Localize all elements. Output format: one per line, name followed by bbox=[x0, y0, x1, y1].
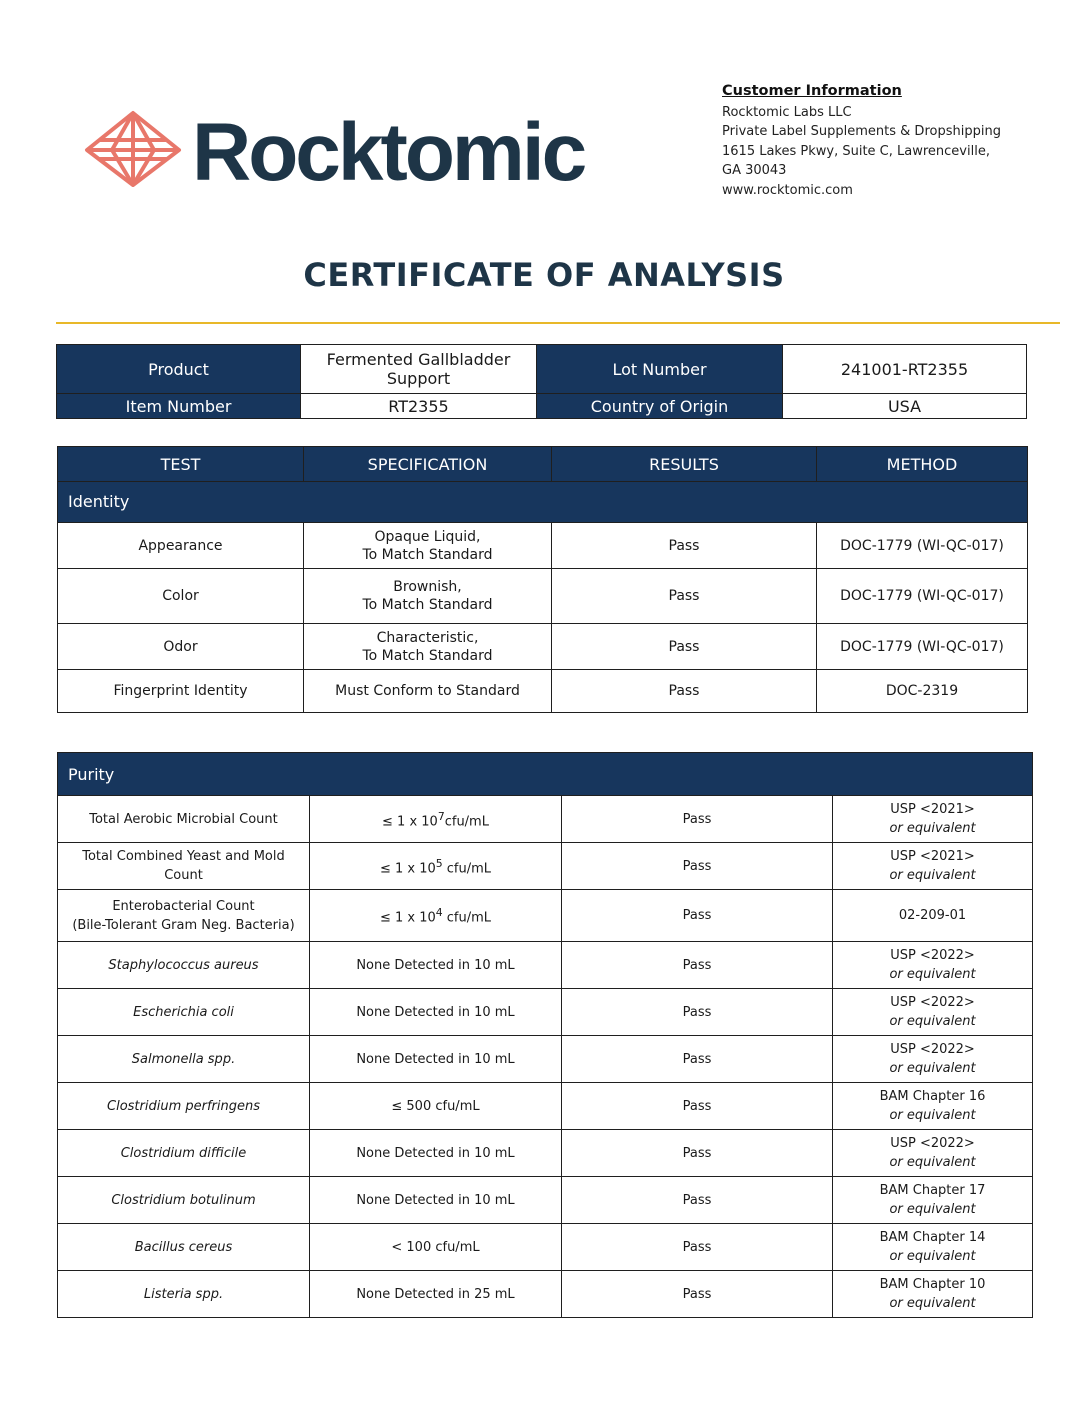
identity-section-title: Identity bbox=[58, 482, 1028, 523]
test-line2: Count bbox=[164, 868, 203, 883]
table-cell-method bbox=[833, 1271, 1033, 1318]
test-line1: Total Combined Yeast and Mold bbox=[82, 849, 285, 864]
table-cell-spec bbox=[304, 523, 552, 569]
product-value-line1: Fermented Gallbladder bbox=[326, 350, 511, 369]
table-cell-method: DOC-1779 (WI-QC-017) bbox=[817, 624, 1028, 670]
table-cell-test: Escherichia coli bbox=[58, 989, 310, 1036]
table-cell-method bbox=[833, 1083, 1033, 1130]
table-cell-result: Pass bbox=[562, 796, 833, 843]
table-cell-result: Pass bbox=[562, 1224, 833, 1271]
table-cell-test: Listeria spp. bbox=[58, 1271, 310, 1318]
spec-line2: To Match Standard bbox=[362, 647, 493, 664]
spec-line1: Brownish, bbox=[393, 579, 462, 595]
page-title: CERTIFICATE OF ANALYSIS bbox=[303, 256, 785, 294]
method-line2: or equivalent bbox=[889, 967, 976, 982]
table-cell-test bbox=[58, 843, 310, 890]
identity-table bbox=[57, 446, 1028, 713]
table-cell-test bbox=[58, 890, 310, 942]
table-cell-spec bbox=[310, 796, 562, 843]
item-number-label: Item Number bbox=[57, 394, 301, 419]
table-cell-spec: Must Conform to Standard bbox=[304, 670, 552, 713]
table-cell-method: DOC-1779 (WI-QC-017) bbox=[817, 523, 1028, 569]
spec-unit: cfu/mL bbox=[444, 814, 489, 830]
method-line2: or equivalent bbox=[889, 868, 976, 883]
table-cell-spec bbox=[310, 890, 562, 942]
customer-address-line2: GA 30043 bbox=[722, 163, 787, 179]
table-cell-result: Pass bbox=[562, 942, 833, 989]
header-specification: SPECIFICATION bbox=[304, 447, 552, 482]
table-cell-result: Pass bbox=[562, 890, 833, 942]
customer-info-heading: Customer Information bbox=[722, 83, 902, 99]
table-cell-spec: None Detected in 10 mL bbox=[310, 1130, 562, 1177]
table-cell-test: Salmonella spp. bbox=[58, 1036, 310, 1083]
title-divider bbox=[56, 322, 1060, 324]
table-cell-result: Pass bbox=[562, 1083, 833, 1130]
table-cell-result: Pass bbox=[552, 670, 817, 713]
table-cell-test: Appearance bbox=[58, 523, 304, 569]
header-results: RESULTS bbox=[552, 447, 817, 482]
spec-unit: cfu/mL bbox=[442, 861, 492, 877]
header-method: METHOD bbox=[817, 447, 1028, 482]
customer-tagline: Private Label Supplements & Dropshipping bbox=[722, 124, 1001, 140]
spec-line2: To Match Standard bbox=[362, 597, 493, 613]
table-cell-method bbox=[833, 989, 1033, 1036]
spec-unit: cfu/mL bbox=[442, 910, 492, 926]
table-cell-test: Odor bbox=[58, 624, 304, 670]
table-cell-method bbox=[833, 1130, 1033, 1177]
method-line1: USP <2022> bbox=[890, 1042, 975, 1057]
table-cell-result: Pass bbox=[562, 1177, 833, 1224]
method-line1: USP <2022> bbox=[890, 1136, 975, 1151]
table-cell-method bbox=[833, 1177, 1033, 1224]
method-line1: USP <2021> bbox=[890, 849, 975, 864]
method-line1: BAM Chapter 16 bbox=[879, 1089, 986, 1104]
country-origin-label: Country of Origin bbox=[537, 394, 783, 419]
method-line2: or equivalent bbox=[889, 821, 976, 836]
method-line2: or equivalent bbox=[889, 1249, 976, 1264]
method-line2: or equivalent bbox=[889, 1296, 976, 1311]
method-line2: or equivalent bbox=[889, 1014, 976, 1029]
item-number-value: RT2355 bbox=[301, 394, 537, 419]
test-line1: Enterobacterial Count bbox=[112, 898, 255, 914]
table-cell-test: Fingerprint Identity bbox=[58, 670, 304, 713]
spec-prefix: ≤ 1 x 10 bbox=[382, 814, 438, 830]
table-cell-test: Staphylococcus aureus bbox=[58, 942, 310, 989]
spec-prefix: ≤ 1 x 10 bbox=[379, 910, 436, 926]
table-cell-method bbox=[833, 796, 1033, 843]
table-cell-test: Clostridium botulinum bbox=[58, 1177, 310, 1224]
spec-line2: To Match Standard bbox=[362, 546, 493, 563]
table-cell-test: Bacillus cereus bbox=[58, 1224, 310, 1271]
purity-table bbox=[57, 752, 1033, 1318]
method-line1: USP <2022> bbox=[890, 948, 975, 963]
table-cell-spec: None Detected in 10 mL bbox=[310, 1177, 562, 1224]
spec-exponent: 7 bbox=[437, 809, 445, 823]
spec-exponent: 4 bbox=[435, 906, 443, 920]
method-line2: or equivalent bbox=[889, 1108, 976, 1123]
purity-section-title: Purity bbox=[58, 753, 1033, 796]
lot-number-value: 241001-RT2355 bbox=[783, 345, 1027, 394]
table-cell-spec: None Detected in 25 mL bbox=[310, 1271, 562, 1318]
method-line1: BAM Chapter 10 bbox=[879, 1277, 986, 1292]
table-cell-test: Clostridium difficile bbox=[58, 1130, 310, 1177]
method-line1: BAM Chapter 14 bbox=[879, 1230, 986, 1245]
customer-information bbox=[722, 82, 1001, 201]
table-cell-result: Pass bbox=[552, 523, 817, 569]
diamond-logo-icon bbox=[84, 110, 182, 188]
product-info-table bbox=[56, 344, 1027, 419]
table-cell-method: DOC-2319 bbox=[817, 670, 1028, 713]
product-label: Product bbox=[57, 345, 301, 394]
table-cell-spec: None Detected in 10 mL bbox=[310, 1036, 562, 1083]
table-cell-method bbox=[833, 843, 1033, 890]
method-line2: or equivalent bbox=[889, 1202, 976, 1217]
table-cell-result: Pass bbox=[562, 843, 833, 890]
customer-address-line1: 1615 Lakes Pkwy, Suite C, Lawrenceville, bbox=[722, 143, 990, 159]
table-cell-result: Pass bbox=[562, 1036, 833, 1083]
table-cell-test: Color bbox=[58, 569, 304, 624]
lot-number-label: Lot Number bbox=[537, 345, 783, 394]
product-value bbox=[301, 345, 537, 394]
spec-line1: Opaque Liquid, bbox=[374, 528, 481, 545]
table-cell-test: Total Aerobic Microbial Count bbox=[58, 796, 310, 843]
table-cell-method: DOC-1779 (WI-QC-017) bbox=[817, 569, 1028, 624]
method-line1: BAM Chapter 17 bbox=[879, 1183, 986, 1198]
table-cell-method bbox=[833, 1036, 1033, 1083]
table-cell-result: Pass bbox=[552, 569, 817, 624]
company-logo bbox=[84, 108, 614, 198]
table-cell-spec: < 100 cfu/mL bbox=[310, 1224, 562, 1271]
method-line2: or equivalent bbox=[889, 1061, 976, 1076]
country-origin-value: USA bbox=[783, 394, 1027, 419]
table-cell-method bbox=[833, 942, 1033, 989]
table-cell-spec: None Detected in 10 mL bbox=[310, 989, 562, 1036]
spec-exponent: 5 bbox=[435, 856, 443, 870]
test-line2: (Bile-Tolerant Gram Neg. Bacteria) bbox=[72, 917, 295, 933]
table-cell-test: Clostridium perfringens bbox=[58, 1083, 310, 1130]
spec-line1: Characteristic, bbox=[376, 629, 479, 646]
table-cell-spec bbox=[304, 569, 552, 624]
table-cell-spec bbox=[304, 624, 552, 670]
method-line1: USP <2022> bbox=[890, 995, 975, 1010]
spec-prefix: ≤ 1 x 10 bbox=[379, 861, 436, 877]
table-cell-result: Pass bbox=[562, 1271, 833, 1318]
product-value-line2: Support bbox=[386, 369, 451, 388]
table-cell-spec: None Detected in 10 mL bbox=[310, 942, 562, 989]
table-cell-result: Pass bbox=[562, 1130, 833, 1177]
table-cell-result: Pass bbox=[562, 989, 833, 1036]
table-cell-result: Pass bbox=[552, 624, 817, 670]
logo-wordmark: Rocktomic bbox=[192, 107, 585, 198]
customer-website-link[interactable]: www.rocktomic.com bbox=[722, 182, 853, 198]
table-cell-method: 02-209-01 bbox=[833, 890, 1033, 942]
header-test: TEST bbox=[58, 447, 304, 482]
table-cell-spec: ≤ 500 cfu/mL bbox=[310, 1083, 562, 1130]
table-cell-method bbox=[833, 1224, 1033, 1271]
method-line1: USP <2021> bbox=[890, 802, 975, 817]
customer-company: Rocktomic Labs LLC bbox=[722, 104, 852, 120]
method-line2: or equivalent bbox=[889, 1155, 976, 1170]
table-cell-spec bbox=[310, 843, 562, 890]
